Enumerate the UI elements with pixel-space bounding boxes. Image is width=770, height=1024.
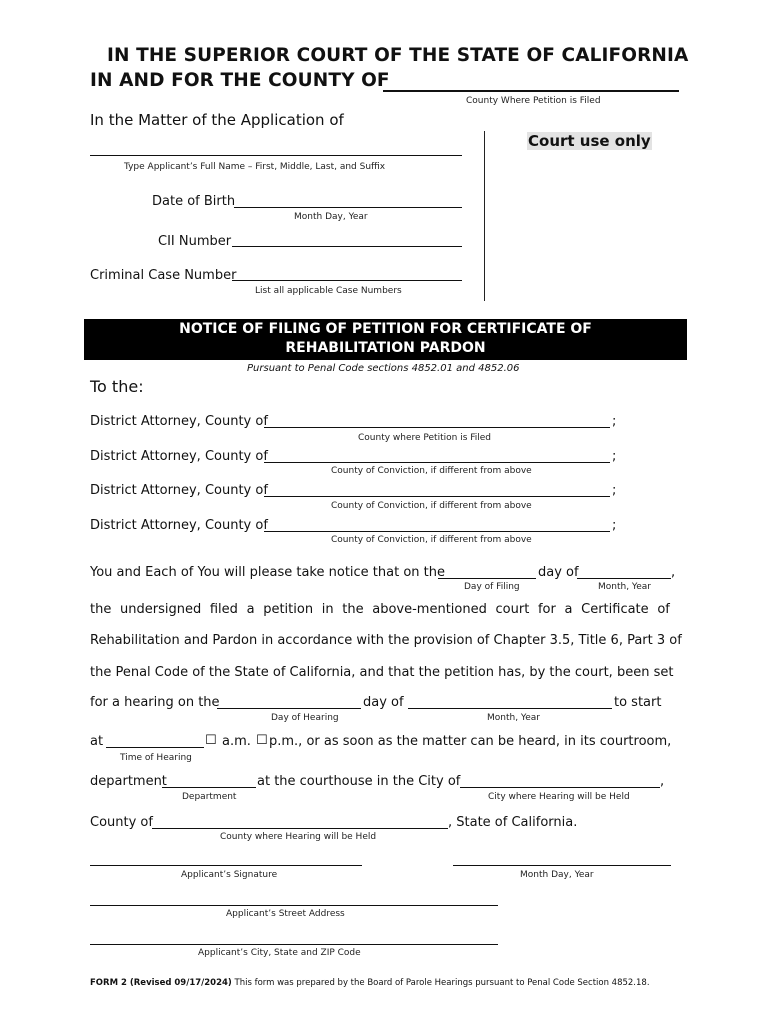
at-label: at (90, 734, 104, 749)
da-semicolon-2: ; (612, 449, 617, 464)
court-title: IN THE SUPERIOR COURT OF THE STATE OF CALIFORNIA (107, 45, 689, 66)
cii-label: CII Number (158, 234, 232, 249)
da-semicolon-1: ; (612, 414, 617, 429)
word: of (657, 602, 670, 617)
city-comma: , (660, 774, 665, 789)
am-checkbox[interactable]: ☐ (205, 733, 217, 748)
street-address-field[interactable] (90, 905, 498, 906)
notice-title-line2: REHABILITATION PARDON (285, 340, 486, 356)
word: in (321, 602, 334, 617)
hearing-county-field[interactable] (152, 828, 448, 829)
form-footer-text: This form was prepared by the Board of Parole Hearings pursuant to Penal Code Section 4852.18. (234, 978, 650, 988)
da-caption-4: County of Conviction, if different from above (331, 535, 532, 545)
dob-caption: Month Day, Year (294, 212, 368, 222)
county-heading: IN AND FOR THE COUNTY OF (90, 70, 390, 91)
form-number: FORM 2 (Revised 09/17/2024) (90, 978, 232, 988)
cii-field[interactable] (232, 246, 462, 247)
hearing-to-start-text: to start (614, 695, 662, 710)
da-county-field-4[interactable] (264, 531, 610, 532)
word: Certificate (581, 602, 649, 617)
notice-line1-text: You and Each of You will please take notice that on the (90, 565, 445, 580)
word: court (495, 602, 530, 617)
paragraph-line-2: Rehabilitation and Pardon in accordance with the provision of Chapter 3.5, Title 6, Part 3 of (90, 633, 682, 648)
word: petition (263, 602, 314, 617)
applicant-name-field[interactable] (90, 155, 462, 156)
da-county-field-1[interactable] (264, 427, 610, 428)
dob-label: Date of Birth (152, 194, 236, 209)
state-of-california-text: , State of California. (448, 815, 578, 830)
hearing-time-field[interactable] (106, 747, 204, 748)
signature-date-caption: Month Day, Year (520, 870, 594, 880)
hearing-label: for a hearing on the (90, 695, 220, 710)
applicant-name-caption: Type Applicant’s Full Name – First, Middle, Last, and Suffix (124, 162, 386, 172)
filing-day-field[interactable] (438, 578, 536, 579)
department-label: department (90, 774, 167, 789)
da-label-3: District Attorney, County of (90, 483, 268, 498)
notice-title-banner (84, 319, 687, 360)
hearing-month-year-field[interactable] (408, 708, 612, 709)
department-field[interactable] (162, 787, 256, 788)
form-footer (90, 978, 650, 988)
word: the (342, 602, 364, 617)
city-state-zip-caption: Applicant’s City, State and ZIP Code (198, 948, 361, 958)
word: a (564, 602, 573, 617)
case-number-caption: List all applicable Case Numbers (255, 286, 402, 296)
paragraph-line-1 (90, 602, 670, 617)
matter-intro: In the Matter of the Application of (90, 111, 344, 129)
pm-checkbox[interactable]: ☐ (256, 733, 268, 748)
applicant-signature-field[interactable] (90, 865, 362, 866)
pm-label: p.m., or as soon as the matter can be heard, in its courtroom, (269, 734, 672, 749)
notice-dayof-text: day of (538, 565, 579, 580)
signature-date-field[interactable] (453, 865, 671, 866)
hearing-city-field[interactable] (460, 787, 660, 788)
department-caption: Department (182, 792, 237, 802)
hearing-month-year-caption: Month, Year (487, 713, 540, 723)
filing-day-caption: Day of Filing (464, 582, 520, 592)
paragraph-line-3: the Penal Code of the State of California, and that the petition has, by the court, been set (90, 665, 674, 680)
case-number-field[interactable] (232, 280, 462, 281)
filing-month-year-caption: Month, Year (598, 582, 651, 592)
dob-field[interactable] (234, 207, 462, 208)
petition-county-field[interactable] (383, 90, 679, 92)
filing-month-year-field[interactable] (577, 578, 671, 579)
da-semicolon-4: ; (612, 518, 617, 533)
petition-county-caption: County Where Petition is Filed (466, 96, 601, 106)
courthouse-text: at the courthouse in the City of (257, 774, 461, 789)
street-address-caption: Applicant’s Street Address (226, 909, 345, 919)
to-the-heading: To the: (90, 377, 144, 396)
word: the (90, 602, 112, 617)
word: undersigned (120, 602, 202, 617)
hearing-city-caption: City where Hearing will be Held (488, 792, 630, 802)
word: for (537, 602, 556, 617)
hearing-dayof-text: day of (363, 695, 404, 710)
word: a (246, 602, 255, 617)
court-use-divider (484, 131, 485, 301)
da-label-2: District Attorney, County of (90, 449, 268, 464)
da-caption-1: County where Petition is Filed (358, 433, 492, 443)
da-label-1: District Attorney, County of (90, 414, 268, 429)
da-caption-3: County of Conviction, if different from above (331, 501, 532, 511)
notice-subtitle: Pursuant to Penal Code sections 4852.01 and 4852.06 (247, 363, 520, 374)
am-label: a.m. (222, 734, 251, 749)
hearing-county-label: County of (90, 815, 153, 830)
applicant-signature-caption: Applicant’s Signature (181, 870, 278, 880)
court-use-label: Court use only (528, 132, 651, 150)
city-state-zip-field[interactable] (90, 944, 498, 945)
hearing-day-caption: Day of Hearing (271, 713, 339, 723)
hearing-day-field[interactable] (217, 708, 361, 709)
da-county-field-2[interactable] (264, 462, 610, 463)
da-label-4: District Attorney, County of (90, 518, 268, 533)
word: above-mentioned (372, 602, 487, 617)
hearing-time-caption: Time of Hearing (120, 753, 192, 763)
da-caption-2: County of Conviction, if different from above (331, 466, 532, 476)
word: filed (209, 602, 238, 617)
case-number-label: Criminal Case Number (90, 268, 237, 283)
hearing-county-caption: County where Hearing will be Held (220, 832, 377, 842)
notice-comma: , (671, 565, 676, 580)
da-county-field-3[interactable] (264, 496, 610, 497)
da-semicolon-3: ; (612, 483, 617, 498)
notice-title-line1: NOTICE OF FILING OF PETITION FOR CERTIFICATE OF (179, 321, 592, 337)
